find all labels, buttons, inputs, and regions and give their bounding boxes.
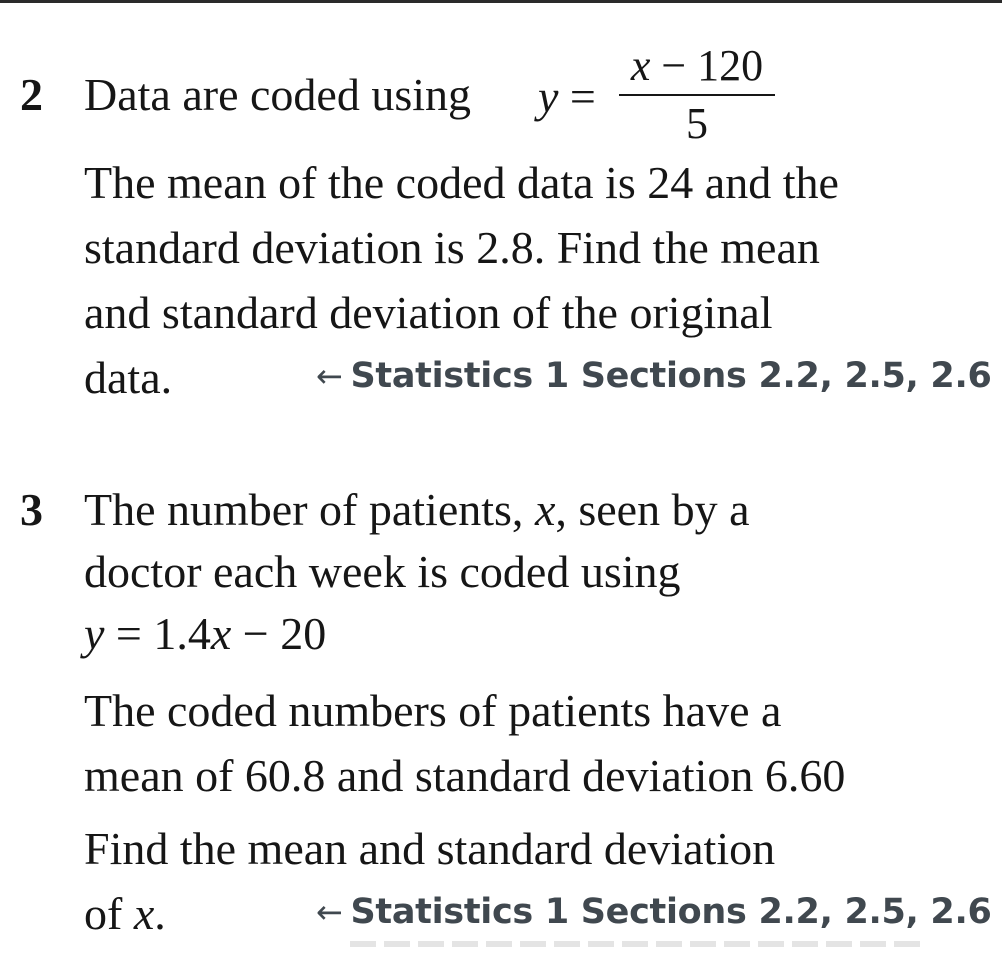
question-text-line: and standard deviation of the original [84, 287, 773, 338]
coding-equation-lhs [538, 71, 596, 122]
text-segment: The number of patients, [84, 484, 535, 535]
question-number: 3 [20, 484, 43, 535]
fraction-denominator: 5 [686, 99, 708, 148]
equation-segment: = 1.4 [104, 608, 211, 659]
fraction-numerator [617, 41, 777, 90]
left-arrow-icon: ← [316, 357, 343, 395]
coding-equation [84, 608, 327, 659]
fraction-bar [619, 94, 775, 96]
left-arrow-icon: ← [316, 893, 343, 931]
question-text-line [84, 484, 750, 535]
section-reference-text: Statistics 1 Sections 2.2, 2.5, 2.6 [350, 356, 992, 396]
equation-variable: y [538, 71, 559, 122]
top-border-rule [0, 0, 1002, 3]
variable-x: x [210, 608, 232, 659]
coding-fraction [617, 40, 777, 148]
section-reference [316, 892, 992, 932]
variable-y: y [84, 608, 105, 659]
variable-x: x [133, 888, 155, 939]
text-segment: . [154, 888, 166, 939]
variable-x: x [534, 484, 556, 535]
section-reference [316, 356, 992, 396]
section-reference-text: Statistics 1 Sections 2.2, 2.5, 2.6 [350, 892, 992, 932]
question-text-line: The mean of the coded data is 24 and the [84, 157, 839, 208]
numerator-rest: − 120 [650, 41, 764, 90]
equation-segment: − 20 [231, 608, 327, 659]
page-bottom-fade [350, 941, 920, 947]
question-text-line: doctor each week is coded using [84, 546, 681, 597]
text-segment: , seen by a [555, 484, 750, 535]
question-text-line: data. [84, 352, 173, 403]
numerator-variable: x [630, 41, 651, 90]
question-text-line: standard deviation is 2.8. Find the mean [84, 222, 820, 273]
equals-sign: = [569, 71, 596, 122]
text-segment: of [84, 888, 134, 939]
question-text-line: Find the mean and standard deviation [84, 823, 776, 874]
question-intro: Data are coded using [84, 69, 472, 120]
question-text-line [84, 888, 166, 939]
question-text-line: The coded numbers of patients have a [84, 685, 782, 736]
question-text-line: mean of 60.8 and standard deviation 6.60 [84, 750, 846, 801]
question-number: 2 [20, 69, 43, 120]
